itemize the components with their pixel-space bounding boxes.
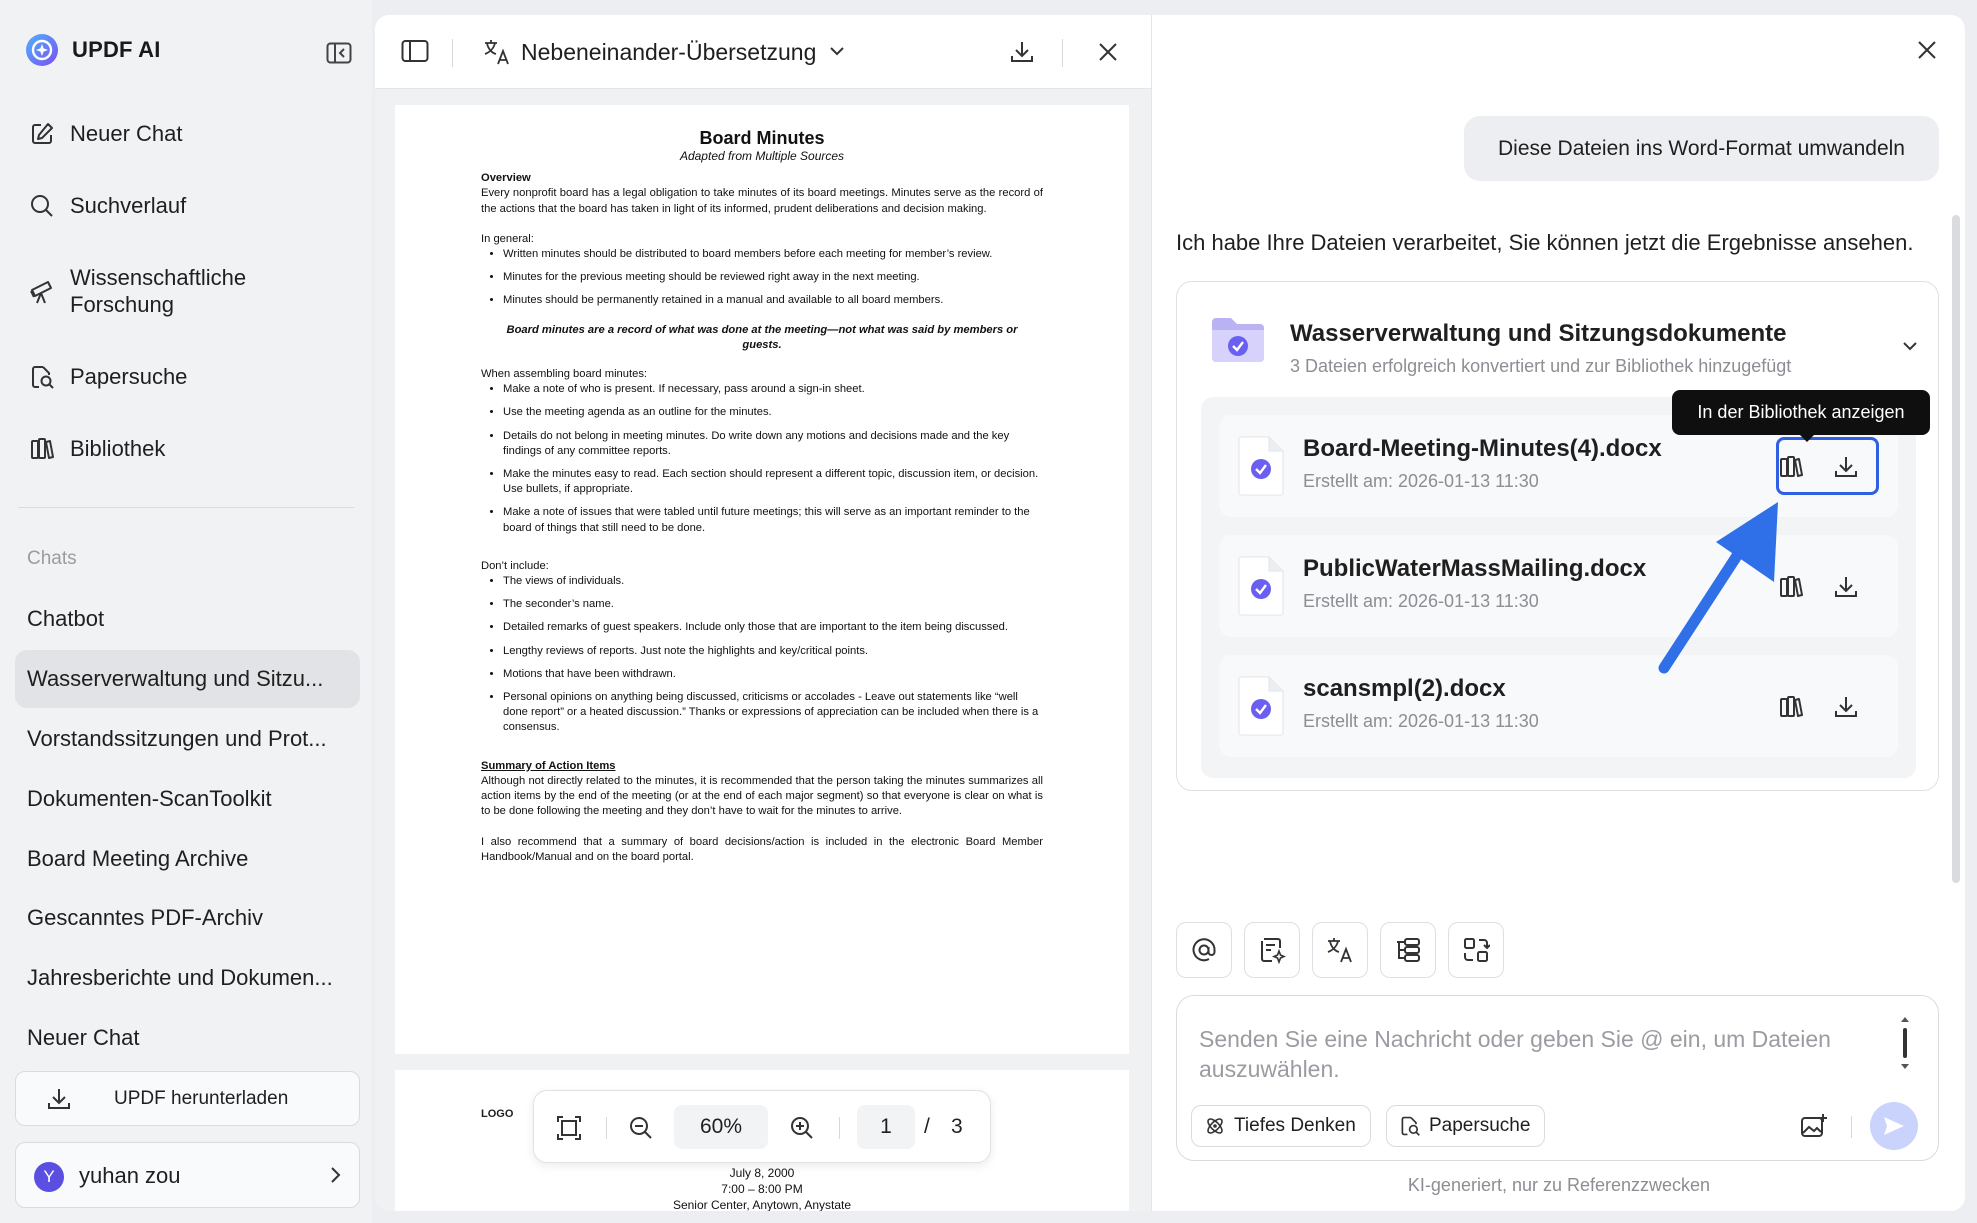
fit-page-icon: [556, 1115, 582, 1141]
zoom-in-button[interactable]: [789, 1115, 815, 1141]
file-date: Erstellt am: 2026-01-13 11:30: [1303, 711, 1539, 731]
chevron-right-icon: [328, 1165, 342, 1185]
at-icon: [1191, 937, 1217, 963]
mindmap-button[interactable]: [1380, 922, 1436, 978]
download-file-button[interactable]: [1829, 690, 1863, 724]
document-sparkle-icon: [1258, 936, 1286, 964]
doc-title: Board Minutes: [699, 128, 825, 148]
toolbar-separator: [1062, 39, 1063, 67]
docx-file-icon: [1237, 675, 1285, 737]
convert-icon: [1462, 936, 1490, 964]
list-item: • Motions that have been withdrawn.: [503, 667, 1043, 682]
mindmap-icon: [1394, 936, 1422, 964]
download-icon: [1833, 694, 1859, 720]
convert-button[interactable]: [1448, 922, 1504, 978]
doc-list: [481, 247, 1043, 309]
nav-label: Bibliothek: [70, 436, 166, 461]
card-title: Wasserverwaltung und Sitzungsdokumente: [1290, 320, 1787, 347]
nav-label: Neuer Chat: [70, 121, 183, 146]
file-row[interactable]: [1219, 655, 1898, 757]
doc-heading: Don’t include:: [481, 559, 549, 572]
doc-logo-text: LOGO: [481, 1108, 514, 1120]
close-chat-button[interactable]: [1916, 39, 1938, 61]
fit-page-button[interactable]: [556, 1115, 582, 1141]
download-updf-label: UPDF herunterladen: [114, 1087, 289, 1109]
page-separator: /: [924, 1115, 930, 1138]
sidebar-collapse-icon: [326, 42, 352, 64]
library-icon: [1778, 694, 1806, 720]
atom-icon: [1204, 1115, 1226, 1137]
close-icon: [1097, 41, 1119, 63]
user-name: yuhan zou: [79, 1163, 181, 1188]
zoom-toolbar: [533, 1090, 991, 1163]
chat-scrollbar[interactable]: [1952, 215, 1960, 883]
list-item: • The seconder’s name.: [503, 597, 1043, 612]
list-item: • Personal opinions on anything being discussed, criticisms or accolades - Leave out statements like “well done report” or a heated discussion.” Thanks or expressions of appreciation can be included when there is a consensus.: [503, 690, 1043, 736]
doc-paragraph: I also recommend that a summary of board decisions/action is included in the electronic Board Member Handbook/Manual and on the board portal.: [481, 835, 1043, 863]
chat-item[interactable]: Board Meeting Archive: [27, 846, 249, 871]
toolbar-separator: [839, 1117, 840, 1139]
download-updf-button[interactable]: [15, 1071, 360, 1126]
paper-search-toggle[interactable]: [1386, 1105, 1545, 1147]
send-icon: [1882, 1115, 1906, 1137]
nav-label: Wissenschaftliche Forschung: [70, 265, 247, 317]
list-item: • Details do not belong in meeting minutes. Do write down any motions and decisions made and the key findings of any committee reports.: [503, 429, 1043, 459]
image-add-icon: [1799, 1112, 1829, 1140]
docx-file-icon: [1237, 555, 1285, 617]
zoom-level[interactable]: 60%: [674, 1105, 768, 1149]
list-item: • Written minutes should be distributed to board members before each meeting for member’s review.: [503, 247, 1043, 262]
download-icon: [46, 1086, 72, 1112]
doc-list: [481, 382, 1043, 536]
image-upload-button[interactable]: [1799, 1112, 1829, 1140]
list-item: • Make the minutes easy to read. Each section should represent a different topic, discussion item, or decision. Use bullets, if appropriate.: [503, 467, 1043, 497]
doc-heading: Summary of Action Items: [481, 759, 616, 772]
doc-date: July 8, 2000: [729, 1166, 795, 1180]
doc-heading: When assembling board minutes:: [481, 368, 648, 381]
deep-think-label: Tiefes Denken: [1234, 1115, 1356, 1136]
show-in-library-button[interactable]: [1775, 690, 1809, 724]
chat-item[interactable]: Jahresberichte und Dokumen...: [27, 965, 333, 990]
list-item: • Minutes should be permanently retained in a manual and available to all board members.: [503, 293, 1043, 308]
document-panel: [375, 15, 1151, 1211]
message-input[interactable]: Senden Sie eine Nachricht oder geben Sie @ ein, um Dateien auszuwählen.: [1199, 1026, 1831, 1082]
nav-label: Suchverlauf: [70, 193, 187, 218]
file-name: PublicWaterMassMailing.docx: [1303, 555, 1647, 582]
card-subtitle: 3 Dateien erfolgreich konvertiert und zur Bibliothek hinzugefügt: [1290, 356, 1792, 376]
chevron-down-icon[interactable]: [829, 45, 845, 57]
file-row[interactable]: [1219, 535, 1898, 637]
ai-message: Ich habe Ihre Dateien verarbeitet, Sie können jetzt die Ergebnisse ansehen.: [1176, 230, 1914, 255]
annotation-arrow-icon: [1650, 490, 1790, 680]
user-message: Diese Dateien ins Word-Format umwandeln: [1464, 116, 1939, 181]
highlight-box: [1776, 437, 1879, 495]
expand-card-button[interactable]: [1901, 340, 1919, 352]
file-date: Erstellt am: 2026-01-13 11:30: [1303, 591, 1539, 611]
edit-icon: [28, 120, 56, 148]
list-item: • The views of individuals.: [503, 574, 1043, 589]
doc-quote: Board minutes are a record of what was done at the meeting—not what was said by members or guests.: [506, 323, 1018, 351]
collapse-sidebar-button[interactable]: [324, 38, 354, 68]
chat-item[interactable]: Gescanntes PDF-Archiv: [27, 905, 263, 930]
doc-heading: Overview: [481, 172, 531, 185]
doc-paragraph: Although not directly related to the minutes, it is recommended that the person taking the minutes summarizes all action items by the end of the meeting (or at the end of each major segment) so that everyone is clear on what is to be done following the meeting and they don’t have to wait for the minutes to arrive.: [481, 774, 1043, 818]
chats-heading: Chats: [27, 548, 77, 569]
translation-mode-label: Nebeneinander-Übersetzung: [521, 39, 817, 65]
doc-time: 7:00 – 8:00 PM: [721, 1182, 803, 1196]
zoom-out-button[interactable]: [628, 1115, 654, 1141]
file-name: scansmpl(2).docx: [1303, 675, 1506, 702]
message-composer[interactable]: [1176, 995, 1939, 1161]
sidebar: [0, 0, 372, 1223]
file-name: Board-Meeting-Minutes(4).docx: [1303, 435, 1662, 462]
list-item: • Use the meeting agenda as an outline for the minutes.: [503, 405, 1043, 420]
translate-button[interactable]: [1312, 922, 1368, 978]
mention-button[interactable]: [1176, 922, 1232, 978]
list-item: • Detailed remarks of guest speakers. Include only those that are important to the item being discussed.: [503, 620, 1043, 635]
folder-icon: [1209, 312, 1267, 366]
user-profile-button[interactable]: [15, 1142, 360, 1208]
docx-file-icon: [1237, 435, 1285, 497]
toolbar-separator: [606, 1117, 607, 1139]
send-button[interactable]: [1870, 1102, 1918, 1150]
search-icon: [28, 192, 56, 220]
conversion-result-card: [1176, 281, 1939, 791]
paper-search-icon: [1399, 1115, 1421, 1137]
paper-search-icon: [28, 363, 56, 391]
download-file-button[interactable]: [1829, 570, 1863, 604]
download-icon: [1009, 39, 1035, 65]
ai-disclaimer: KI-generiert, nur zu Referenzzwecken: [1407, 1175, 1711, 1195]
list-item: • Minutes for the previous meeting should be reviewed right away in the next meeting.: [503, 270, 1043, 285]
library-tooltip: In der Bibliothek anzeigen: [1672, 390, 1930, 435]
zoom-out-icon: [628, 1115, 654, 1141]
composer-separator: [1851, 1116, 1852, 1138]
doc-location: Senior Center, Anytown, Anystate: [672, 1198, 852, 1211]
nav-library[interactable]: [28, 435, 165, 463]
translate-icon: [1325, 935, 1355, 965]
avatar: Y: [34, 1162, 64, 1192]
total-pages: 3: [951, 1115, 963, 1138]
chat-item[interactable]: Chatbot: [27, 606, 105, 631]
zoom-in-icon: [789, 1115, 815, 1141]
doc-list: [481, 574, 1043, 736]
nav-label: Papersuche: [70, 364, 188, 389]
pdf-content: [481, 127, 1043, 865]
doc-subtitle: Adapted from Multiple Sources: [679, 149, 845, 163]
list-item: • Make a note of issues that were tabled until future meetings; this will serve as an important reminder to the board of things that still need to be done.: [503, 505, 1043, 535]
chat-panel: [1151, 15, 1965, 1211]
download-icon: [1833, 574, 1859, 600]
toolbar-separator: [452, 39, 453, 67]
list-item: • Lengthy reviews of reports. Just note the highlights and key/critical points.: [503, 644, 1043, 659]
deep-think-toggle[interactable]: [1191, 1105, 1371, 1147]
current-page-input[interactable]: 1: [857, 1105, 915, 1149]
panel-icon: [401, 39, 429, 63]
chat-item[interactable]: Neuer Chat: [27, 1025, 140, 1050]
chevron-down-icon: [1901, 340, 1919, 352]
sidebar-divider: [18, 507, 354, 508]
list-item: • Make a note of who is present. If necessary, pass around a sign-in sheet.: [503, 382, 1043, 397]
chat-item[interactable]: Vorstandssitzungen und Prot...: [27, 726, 327, 751]
doc-paragraph: Every nonprofit board has a legal obligation to take minutes of its board meetings. Minutes serve as the record of the actions that the board has taken in light of its informed, prudent deliberations and decision making.: [481, 187, 1043, 215]
summarize-button[interactable]: [1244, 922, 1300, 978]
chat-item[interactable]: Dokumenten-ScanToolkit: [27, 786, 272, 811]
translate-icon: [482, 37, 512, 67]
paper-search-label: Papersuche: [1429, 1115, 1531, 1136]
library-icon: [28, 435, 56, 463]
updf-logo-icon: [24, 32, 60, 68]
brand-title: UPDF AI: [72, 37, 161, 62]
download-document-button[interactable]: [1009, 39, 1035, 65]
telescope-icon: [28, 278, 56, 306]
brand: [24, 32, 161, 68]
nav-search-history[interactable]: [28, 192, 186, 220]
composer-scroll-handle[interactable]: [1899, 1014, 1911, 1074]
nav-scientific-research[interactable]: [28, 264, 258, 318]
toggle-thumbnails-button[interactable]: [401, 39, 429, 63]
document-toolbar: [375, 15, 1151, 89]
file-date: Erstellt am: 2026-01-13 11:30: [1303, 471, 1539, 491]
nav-new-chat[interactable]: [28, 120, 183, 148]
pdf-page-1: [395, 105, 1129, 1054]
close-icon: [1916, 39, 1938, 61]
doc-heading: In general:: [481, 232, 534, 245]
translation-mode-select[interactable]: [521, 39, 816, 66]
chat-item-active[interactable]: Wasserverwaltung und Sitzu...: [15, 650, 360, 708]
nav-paper-search[interactable]: [28, 363, 187, 391]
close-document-button[interactable]: [1097, 41, 1119, 63]
